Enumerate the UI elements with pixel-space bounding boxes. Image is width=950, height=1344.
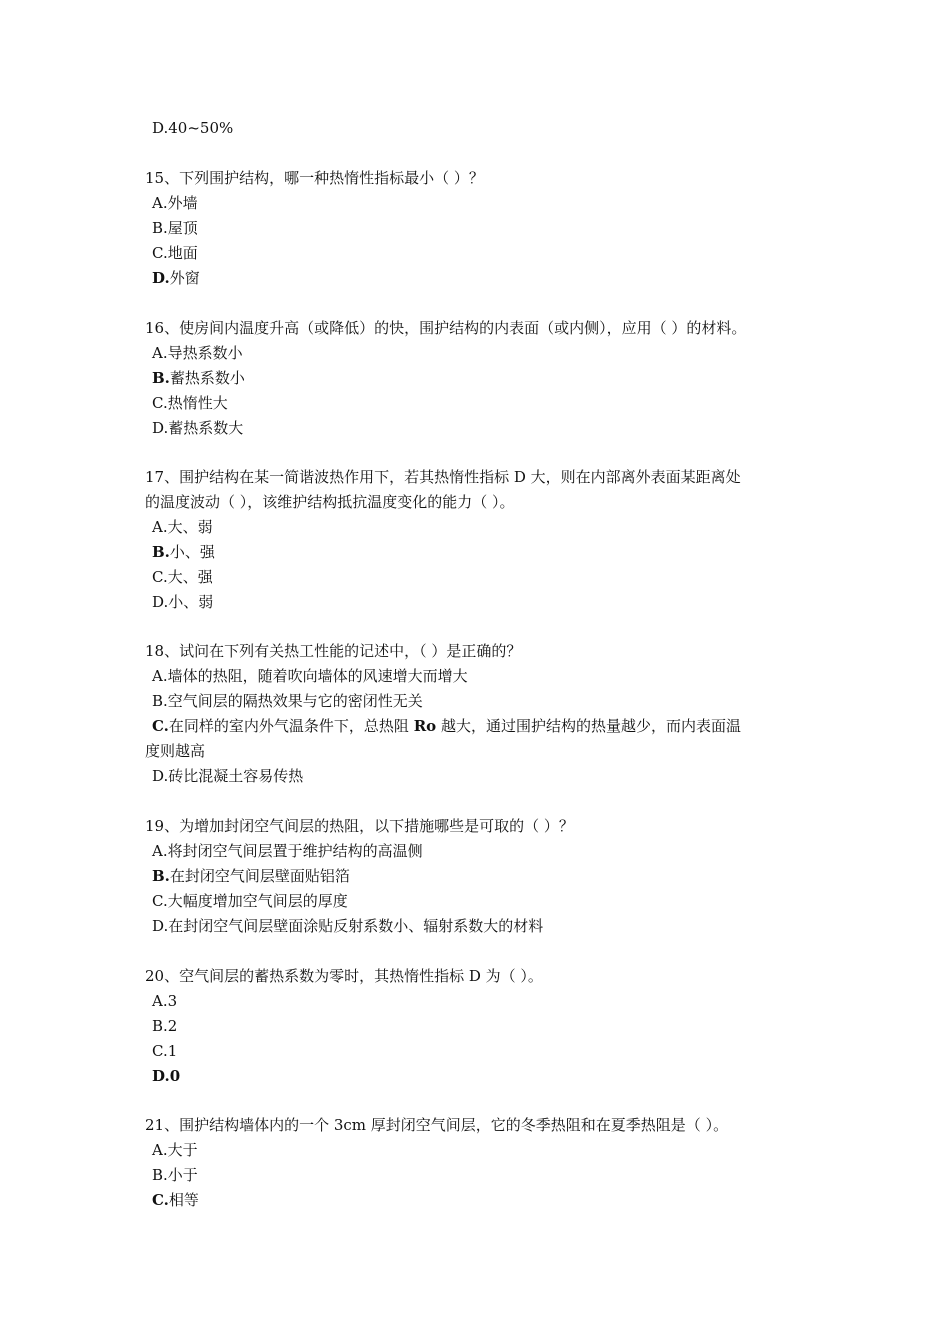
- option-text: 越大，通过围护结构的热量越少，而内表面温: [436, 717, 741, 735]
- option-line: C.大幅度增加空气间层的厚度: [152, 892, 348, 910]
- option-line: A.3: [152, 992, 178, 1010]
- answer-marker: B.: [152, 543, 170, 561]
- option-line: [152, 542, 215, 562]
- answer-marker: B.: [152, 867, 170, 885]
- option-line: B.2: [152, 1017, 178, 1035]
- question-line: 18、试问在下列有关热工性能的记述中，（ ）是正确的？: [145, 642, 522, 660]
- option-line: [152, 716, 741, 736]
- option-line: C.热惰性大: [152, 394, 228, 412]
- option-line: B.屋顶: [152, 219, 198, 237]
- answer-marker: D.: [152, 1067, 170, 1085]
- option-text: 在封闭空气间层壁面贴铝箔: [169, 867, 350, 885]
- option-line: [152, 268, 200, 288]
- option-line: [152, 1190, 199, 1210]
- answer-marker: D.: [152, 269, 170, 287]
- option-line: A.外墙: [152, 194, 198, 212]
- option-line: C.地面: [152, 244, 198, 262]
- option-line: A.导热系数小: [152, 344, 243, 362]
- answer-marker: B.: [152, 369, 170, 387]
- option-line: D.40~50%: [152, 119, 234, 137]
- option-line: C.1: [152, 1042, 178, 1060]
- option-text: 小、强: [169, 543, 215, 561]
- option-line: B.空气间层的隔热效果与它的密闭性无关: [152, 692, 423, 710]
- option-line: D.砖比混凝土容易传热: [152, 767, 304, 785]
- option-line: A.将封闭空气间层置于维护结构的高温侧: [152, 842, 423, 860]
- question-line: 17、围护结构在某一简谐波热作用下，若其热惰性指标 D 大，则在内部离外表面某距离处: [145, 468, 741, 486]
- option-line: A.大、弱: [152, 518, 213, 536]
- option-line: [152, 1066, 180, 1086]
- question-line: 19、为增加封闭空气间层的热阻，以下措施哪些是可取的（ ）？: [145, 817, 574, 835]
- option-text: 在同样的室内外气温条件下，总热阻: [168, 717, 414, 735]
- option-line: [152, 866, 350, 886]
- option-line: D.蓄热系数大: [152, 419, 244, 437]
- option-line: C.大、强: [152, 568, 213, 586]
- emphasis-text: Ro: [413, 717, 437, 735]
- option-text: 相等: [168, 1191, 199, 1209]
- option-line: [152, 368, 245, 388]
- option-line: B.小于: [152, 1166, 198, 1184]
- answer-marker: C.: [152, 717, 169, 735]
- question-line: 16、使房间内温度升高（或降低）的快，围护结构的内表面（或内侧），应用（ ）的材料。: [145, 319, 747, 337]
- question-line: 21、围护结构墙体内的一个 3cm 厚封闭空气间层，它的冬季热阻和在夏季热阻是（ ）。: [145, 1116, 729, 1134]
- option-line: A.墙体的热阻，随着吹向墙体的风速增大而增大: [152, 667, 468, 685]
- option-text: 外窗: [169, 269, 200, 287]
- option-text: 蓄热系数小: [169, 369, 245, 387]
- option-line: D.小、弱: [152, 593, 214, 611]
- option-line: A.大于: [152, 1141, 198, 1159]
- question-line: 的温度波动（ ），该维护结构抵抗温度变化的能力（ ）。: [145, 493, 515, 511]
- option-line: D.在封闭空气间层壁面涂贴反射系数小、辐射系数大的材料: [152, 917, 544, 935]
- question-line: 20、空气间层的蓄热系数为零时，其热惰性指标 D 为（ ）。: [145, 967, 543, 985]
- question-line: 15、下列围护结构，哪一种热惰性指标最小（ ）？: [145, 169, 484, 187]
- question-line: 度则越高: [145, 742, 206, 760]
- option-text: 0: [169, 1067, 181, 1085]
- answer-marker: C.: [152, 1191, 169, 1209]
